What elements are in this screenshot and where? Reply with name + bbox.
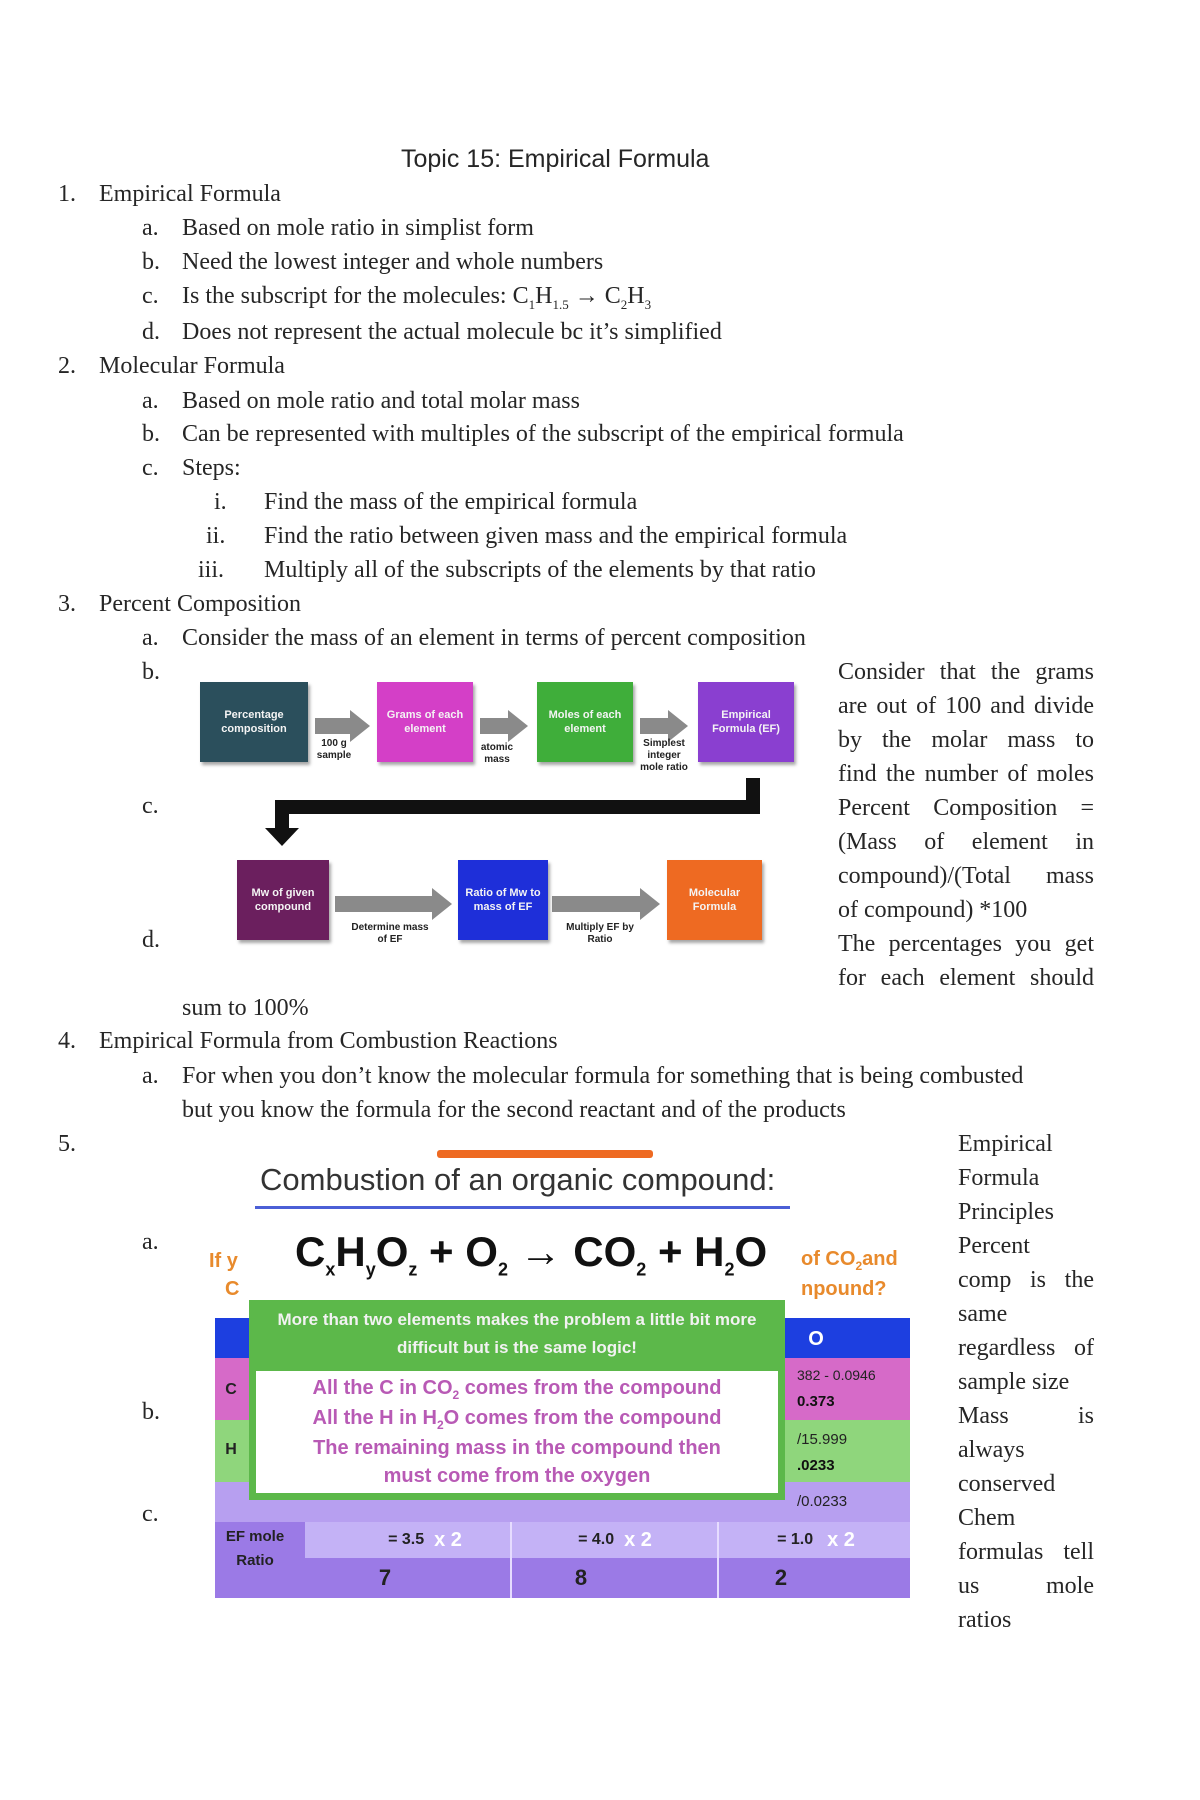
- fragment-left: If y: [209, 1250, 238, 1272]
- list-item: Need the lowest integer and whole numbers: [182, 249, 604, 275]
- side-note-line: Formula: [958, 1165, 1040, 1191]
- formula-empirical: $C_1H_{1.5}$: [512, 283, 569, 312]
- section-5-number: 5.: [58, 1131, 76, 1157]
- side-note-line: Empirical: [958, 1131, 1053, 1157]
- list-marker: c.: [142, 455, 159, 481]
- row-mark: H: [225, 1441, 237, 1458]
- table-cell: 0.373: [797, 1392, 835, 1410]
- list-marker: a.: [142, 625, 159, 651]
- row-mark: C: [225, 1381, 237, 1398]
- fragment-right: of $CO_2and$: [801, 1248, 898, 1273]
- callout-box: [249, 1300, 785, 1500]
- final-cell: 7: [378, 1565, 392, 1590]
- flow-label-simplest-ratio: Simplest integer mole ratio: [640, 738, 688, 773]
- flow-label-multiply: Multiply EF by Ratio: [566, 922, 634, 945]
- section-2-heading: Molecular Formula: [99, 353, 285, 379]
- callout-body: [253, 1368, 781, 1496]
- side-note-line: of compound) *100: [838, 897, 1028, 923]
- side-note-line: Mass is: [958, 1403, 1094, 1429]
- ratio-cell: = 4.0 x 2: [578, 1528, 652, 1551]
- list-marker: ii.: [206, 523, 226, 549]
- list-marker: a.: [142, 388, 159, 414]
- row-label-ef-ratio: EF mole Ratio: [225, 1528, 285, 1569]
- side-note-line: Percent: [958, 1233, 1030, 1259]
- side-note-line: ratios: [958, 1607, 1012, 1633]
- list-item-text: Is the subscript for the molecules:: [182, 283, 513, 309]
- table-cell: /0.0233: [797, 1492, 848, 1510]
- list-marker: i.: [214, 489, 227, 515]
- section-3-number: 3.: [58, 591, 76, 617]
- flow-box-mw-given: Mw of given compound: [237, 860, 329, 940]
- side-notes-percent: [838, 658, 1094, 998]
- list-marker: b.: [142, 659, 160, 685]
- side-note-line: find the number of moles: [838, 761, 1094, 787]
- callout-heading: More than two elements makes the problem a little bit more difficult but is the same logic!: [277, 1310, 757, 1357]
- flow-label-atomic-mass: atomic mass: [480, 742, 514, 765]
- final-cell: 8: [574, 1565, 588, 1590]
- list-item: Find the ratio between given mass and the empirical formula: [264, 523, 848, 549]
- list-marker: a.: [142, 1063, 159, 1089]
- section-4-number: 4.: [58, 1028, 76, 1054]
- side-note-line: regardless of: [958, 1335, 1094, 1361]
- flow-label-determine-mass: Determine mass of EF: [351, 922, 429, 945]
- title-underline: [255, 1206, 790, 1209]
- combustion-equation: $C_xH_yO_z + O_2 \to CO_2 + H_2O$: [295, 1228, 768, 1280]
- arrow-icon: →: [507, 1228, 574, 1275]
- callout-line: must come from the oxygen: [383, 1465, 651, 1487]
- side-note-line: same: [958, 1301, 1008, 1327]
- list-item: Consider the mass of an element in terms of percent composition: [182, 625, 806, 651]
- list-marker: c.: [142, 283, 159, 309]
- ratio-cell: = 3.5 x 2: [388, 1528, 462, 1551]
- formula-whole: $C_2H_3$: [604, 283, 652, 312]
- list-item: [182, 282, 651, 319]
- side-note-line: Percent Composition =: [838, 795, 1094, 821]
- flow-box-grams: Grams of each element: [377, 682, 473, 762]
- side-note-tail: sum to 100%: [182, 995, 309, 1021]
- side-notes-principles: [958, 1130, 1094, 1640]
- side-note-line: The percentages you get: [838, 931, 1094, 957]
- list-marker: b.: [142, 1399, 160, 1425]
- list-item: Multiply all of the subscripts of the elements by that ratio: [264, 557, 816, 583]
- table-divider: [510, 1522, 512, 1598]
- list-marker: a.: [142, 215, 159, 241]
- list-marker: b.: [142, 249, 160, 275]
- section-4-heading: Empirical Formula from Combustion Reactions: [99, 1028, 558, 1054]
- flow-box-molecular: Molecular Formula: [667, 860, 762, 940]
- table-cell: 382 - 0.0946: [797, 1367, 876, 1383]
- list-marker: a.: [142, 1229, 159, 1255]
- list-marker: iii.: [198, 557, 225, 583]
- list-marker: b.: [142, 421, 160, 447]
- page-title: Topic 15: Empirical Formula: [401, 145, 710, 173]
- side-note-line: us mole: [958, 1573, 1094, 1599]
- side-note-line: are out of 100 and divide: [838, 693, 1094, 719]
- final-cell: 2: [774, 1565, 788, 1590]
- list-item: Steps:: [182, 455, 241, 481]
- table-divider: [717, 1522, 719, 1598]
- arrow-icon: →: [574, 283, 599, 309]
- list-marker: c.: [142, 793, 159, 819]
- list-item: Does not represent the actual molecule bc it’s simplified: [182, 319, 722, 345]
- section-1-heading: Empirical Formula: [99, 181, 281, 207]
- section-2-number: 2.: [58, 353, 76, 379]
- side-note-line: Principles: [958, 1199, 1054, 1225]
- flow-box-moles: Moles of each element: [537, 682, 633, 762]
- callout-line: The remaining mass in the compound then: [313, 1437, 721, 1459]
- side-note-line: by the molar mass to: [838, 727, 1094, 753]
- list-item: Can be represented with multiples of the subscript of the empirical formula: [182, 421, 904, 447]
- side-note-line: conserved: [958, 1471, 1056, 1497]
- list-item: For when you don’t know the molecular formula for something that is being combusted: [182, 1063, 1024, 1089]
- table-header-o: O: [808, 1327, 824, 1350]
- side-note-line: for each element should: [838, 965, 1094, 991]
- ratio-cell: = 1.0 x 2: [777, 1528, 855, 1551]
- flow-box-ratio: Ratio of Mw to mass of EF: [458, 860, 548, 940]
- flow-box-empirical: Empirical Formula (EF): [698, 682, 794, 762]
- list-item: Based on mole ratio and total molar mass: [182, 388, 580, 414]
- side-note-line: sample size: [958, 1369, 1070, 1395]
- side-note-line: Consider that the grams: [838, 659, 1094, 685]
- flow-box-percentage: Percentage composition: [200, 682, 308, 762]
- callout-line: All the C in $CO_2$ comes from the compound: [312, 1377, 722, 1402]
- list-marker: d.: [142, 927, 160, 953]
- side-note-line: comp is the: [958, 1267, 1094, 1293]
- list-item: Find the mass of the empirical formula: [264, 489, 638, 515]
- side-note-line: formulas tell: [958, 1539, 1094, 1565]
- list-marker: c.: [142, 1501, 159, 1527]
- side-note-line: (Mass of element in: [838, 829, 1094, 855]
- fragment-right: npound?: [801, 1278, 887, 1300]
- section-3-heading: Percent Composition: [99, 591, 301, 617]
- flow-label-100g: 100 g sample: [316, 738, 352, 761]
- side-note-line: always: [958, 1437, 1025, 1463]
- callout-line: All the H in $H_2O$ comes from the compound: [312, 1407, 722, 1432]
- fragment-left: C: [225, 1278, 240, 1300]
- side-note-line: compound)/(Total mass: [838, 863, 1094, 889]
- table-cell: .0233: [797, 1456, 835, 1474]
- table-cell: /15.999: [797, 1430, 848, 1448]
- combustion-slide: [205, 1140, 920, 1600]
- slide-title: Combustion of an organic compound:: [260, 1162, 776, 1197]
- list-marker: d.: [142, 319, 160, 345]
- list-item-continued: but you know the formula for the second reactant and of the products: [182, 1097, 846, 1123]
- list-item: Based on mole ratio in simplist form: [182, 215, 534, 241]
- side-note-line: Chem: [958, 1505, 1016, 1531]
- section-1-number: 1.: [58, 181, 76, 207]
- title-accent-bar: [437, 1150, 653, 1158]
- flow-diagram: [190, 670, 820, 950]
